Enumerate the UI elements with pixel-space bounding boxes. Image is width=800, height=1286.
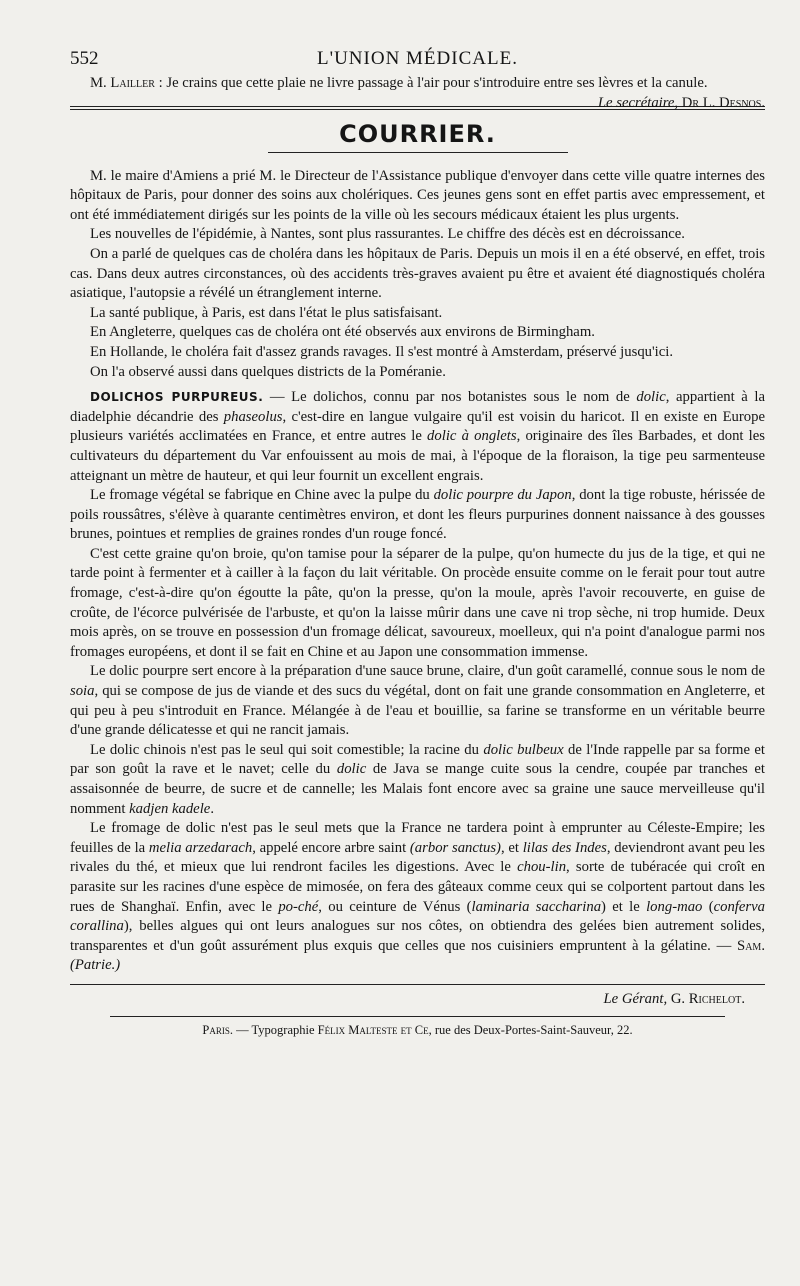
article-paragraph: Le dolic pourpre sert encore à la préparation d'une sauce brune, claire, d'un goût caramellé, connue sous le nom de soia, qui se compose de jus de viande et des sucs du végétal, dont on fait une grande consommation en Angleterre, et qui peu à peu s'introduit en France. Mélangée à de l'eau et bouillie, sa farine se transforme en un véritable beurre d'une grande délicatesse et qui ne rancit jamais.	[70, 663, 765, 739]
speaker-name: M. Lailler :	[90, 75, 163, 91]
article-paragraph: Le fromage végétal se fabrique en Chine avec la pulpe du dolic pourpre du Japon, dont la tige robuste, hérissée de poils roussâtres, s'élève à quarante centimètres environ, et dont les fleurs purpurines donnent naissance à des gousses brunes, pointues et remplies de graines rondes d'un rouge foncé.	[70, 487, 766, 543]
printer-footer: Paris. — Typographie Félix Malteste et Ce, rue des Deux-Portes-Saint-Sauveur, 22.	[202, 1022, 633, 1037]
courrier-paragraph: On a parlé de quelques cas de choléra dans les hôpitaux de Paris. Depuis un mois il en a été observé, en effet, trois cas. Dans deux autres circonstances, où des accidents très-graves avaient pu être et avaient été diagnostiqués choléra asiatique, l'autopsie a révélé un étranglement interne.	[70, 245, 765, 302]
title-underline	[268, 152, 568, 153]
article-paragraph: C'est cette graine qu'on broie, qu'on tamise pour la séparer de la pulpe, qu'on humecte du jus de la tige, et qui ne tarde point à fermenter et à cailler à la façon du lait véritable. On procède ensuite comme on le ferait pour tout autre fromage, c'est-à-dire qu'on égoutte la pâte, qu'on la presse, qu'on la moule, après l'avoir recouverte, en guise de croûte, de l'écorce pulvérisée de l'arbuste, et qu'on la laisse mûrir dans une cave ni trop sèche, ni trop humide. Deux mois après, on se trouve en possession d'un fromage délicat, savoureux, moelleux, qui n'a point d'analogue parmi nos fromages européens, et dont il se fait en Chine et au Japon une consommation immense.	[70, 545, 765, 660]
gerant-name: G. Richelot.	[667, 990, 745, 1007]
footer-city: Paris.	[202, 1022, 234, 1037]
discussion-remark	[70, 74, 765, 111]
section-title: COURRIER.	[339, 119, 496, 148]
courrier-paragraph: En Angleterre, quelques cas de choléra ont été observés aux environs de Birmingham.	[90, 324, 595, 341]
page	[70, 40, 765, 1038]
dolichos-article	[70, 388, 765, 976]
remark-text: Je crains que cette plaie ne livre passage à l'air pour s'introduire entre ses lèvres et la canule.	[162, 75, 708, 91]
page-header	[70, 40, 765, 74]
article-paragraph: Le dolic chinois n'est pas le seul qui soit comestible; la racine du dolic bulbeux de l'Inde rappelle par sa forme et par son goût la rave et le navet; celle du dolic de Java se mange cuite sous la cendre, coupée par tranches et assaisonnée de beurre, de sucre et de cannelle; les Malais font encore avec sa graine une sauce merveilleuse qu'il nomment kadjen kadele.	[70, 741, 765, 817]
end-rule	[70, 984, 765, 985]
courrier-paragraph: On l'a observé aussi dans quelques districts de la Poméranie.	[90, 363, 446, 380]
article-signature: Sam.	[737, 937, 765, 954]
gerant-signature	[70, 991, 745, 1008]
page-number: 552	[70, 48, 99, 69]
printer-name: Félix Malteste et Ce	[317, 1022, 429, 1037]
footer-rule	[110, 1016, 725, 1017]
signature-role: Le secrétaire,	[597, 94, 679, 111]
article-heading: DOLICHOS PURPUREUS.	[90, 390, 264, 405]
courrier-section	[70, 167, 765, 383]
courrier-paragraph: Les nouvelles de l'épidémie, à Nantes, sont plus rassurantes. Le chiffre des décès est en décroissance.	[90, 226, 685, 243]
article-paragraph: DOLICHOS PURPUREUS. — Le dolichos, connu par nos botanistes sous le nom de dolic, appartient à la diadelphie décandrie des phaseolus, c'est-dire en langue vulgaire qu'il est voisin du haricot. Il en existe en Europe plusieurs variétés acclimatées en France, et entre autres le dolic à onglets, originaire des îles Barbades, et dont les cultivateurs du département du Var enfouissent au mois de mai, à l'époque de la floraison, la tige peu sarmenteuse atteignant un mètre de hauteur, et qui leur fournit un excellent engrais.	[70, 389, 766, 484]
courrier-paragraph: La santé publique, à Paris, est dans l'état le plus satisfaisant.	[90, 304, 443, 321]
signature-name: Dr L. Desnos.	[678, 94, 765, 111]
secretary-signature	[578, 94, 765, 114]
gerant-role: Le Gérant,	[603, 990, 668, 1007]
article-source: (Patrie.)	[70, 957, 121, 974]
courrier-paragraph: En Hollande, le choléra fait d'assez grands ravages. Il s'est montré à Amsterdam, préservé jusqu'ici.	[90, 343, 674, 360]
courrier-paragraph: M. le maire d'Amiens a prié M. le Directeur de l'Assistance publique d'envoyer dans cette ville quatre internes des hôpitaux de Paris, pour donner des soins aux cholériques. Ces jeunes gens sont en effet partis avec empressement, et ont été immédiatement dirigés sur les points de la ville où les secours médicaux étaient les plus urgents.	[70, 167, 765, 223]
article-paragraph: Le fromage de dolic n'est pas le seul mets que la France ne tardera point à emprunter au Céleste-Empire; les feuilles de la melia arzedarach, appelé encore arbre saint (arbor sanctus), et lilas des Indes, deviendront avant peu les rivales du thé, et mieux que lui rendront faciles les digestions. Avec le chou-lin, sorte de tubéracée qui croît en parasite sur les racines d'une espèce de mimosée, on fera des gâteaux comme ceux qui se colportent partout dans les rues de Shanghaï. Enfin, avec le po-ché, ou ceinture de Vénus (laminaria saccharina) et le long-mao (conferva corallina), belles algues qui ont leurs analogues sur nos côtes, on obtiendra des gelées bien autrement solides, transparentes et d'un goût assurément plus exquis que celles que nos cuisiniers empruntent à la gélatine. — Sam. (Patrie.)	[70, 820, 765, 974]
journal-title: L'UNION MÉDICALE.	[317, 48, 518, 69]
